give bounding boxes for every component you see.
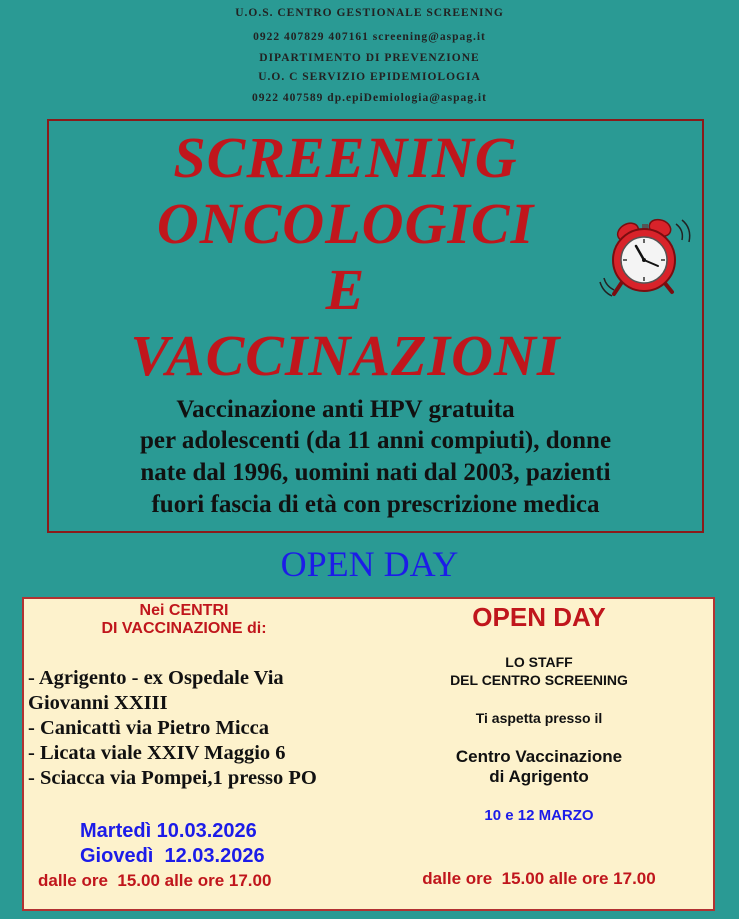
left-heading-2: DI VACCINAZIONE di: [101,620,267,637]
hpv-line-3: nate dal 1996, uomini nati dal 2003, pazienti [140,459,611,486]
header-line-3: DIPARTIMENTO DI PREVENZIONE [259,52,480,64]
title-line-4: VACCINAZIONI [130,323,561,388]
right-open-day: OPEN DAY [472,602,606,632]
hpv-line-4: fuori fascia di età con prescrizione medica [151,491,600,518]
title-line-2: ONCOLOGICI [156,191,535,256]
right-dates: 10 e 12 MARZO [484,807,594,824]
left-heading-1: Nei CENTRI [139,602,229,619]
header-line-1: U.O.S. CENTRO GESTIONALE SCREENING [235,7,504,19]
staff-line-2: DEL CENTRO SCREENING [450,672,628,688]
date-tuesday: Martedì 10.03.2026 [80,820,257,842]
info-panel [22,597,715,911]
open-day-heading: OPEN DAY [280,544,459,584]
location-item: - Sciacca via Pompei,1 presso PO [28,767,317,789]
waits-text: Ti aspetta presso il [475,710,603,726]
header-line-5: 0922 407589 dp.epiDemiologia@aspag.it [252,92,487,104]
location-item: - Agrigento - ex Ospedale Via Giovanni XXIII [28,667,284,714]
center-line-2: di Agrigento [489,767,589,786]
title-line-1: SCREENING [173,125,518,190]
left-hours: dalle ore 15.00 alle ore 17.00 [38,871,272,890]
title-box [47,119,704,533]
alarm-clock-icon [598,216,694,300]
right-hours: dalle ore 15.00 alle ore 17.00 [422,869,656,888]
location-item: - Canicattì via Pietro Micca [28,717,269,739]
title-line-3: E [325,257,366,322]
header-line-4: U.O. C SERVIZIO EPIDEMIOLOGIA [258,71,481,83]
date-thursday: Giovedì 12.03.2026 [80,845,265,867]
hpv-line-1: Vaccinazione anti HPV gratuita [176,396,515,423]
center-line-1: Centro Vaccinazione [455,747,623,766]
location-item: - Licata viale XXIV Maggio 6 [28,742,286,764]
header-line-2: 0922 407829 407161 screening@aspag.it [253,31,486,43]
hpv-line-2: per adolescenti (da 11 anni compiuti), donne [139,427,612,454]
staff-line-1: LO STAFF [505,654,573,670]
